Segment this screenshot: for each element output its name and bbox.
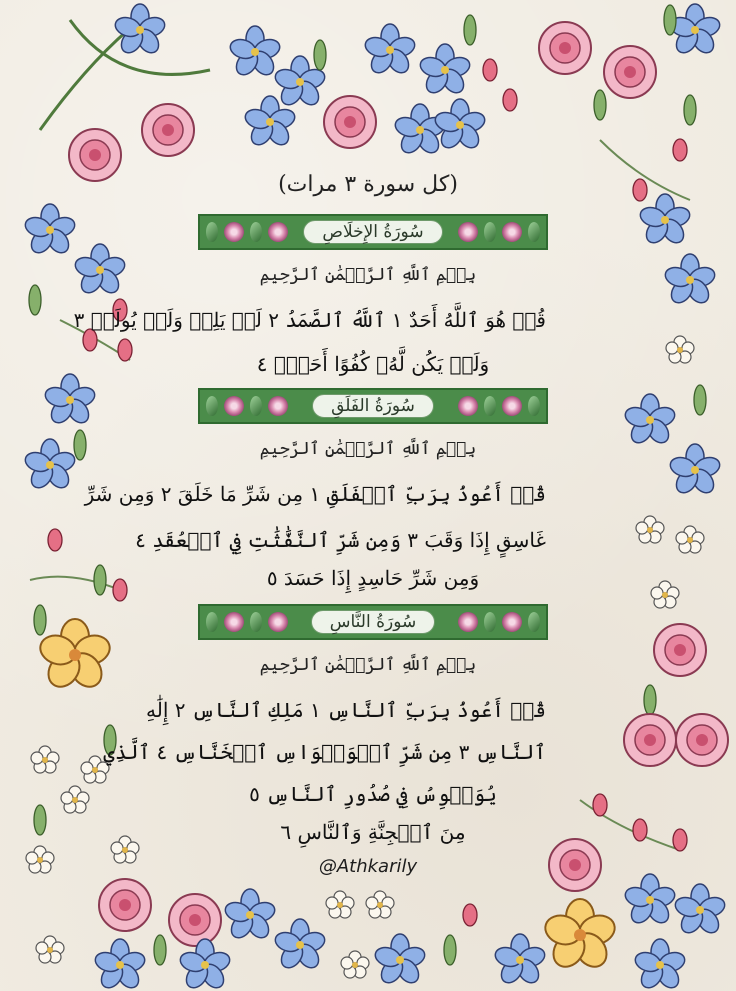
surah-title: سُورَةُ النَّاسِ bbox=[311, 610, 436, 634]
author-handle: @Athkarily bbox=[318, 856, 418, 877]
ayah-line: قُلۡ أَعُوذُ بِرَبِّ ٱلنَّاسِ ١ مَلِكِ ٱلنَّاسِ ٢ إِلَٰهِ bbox=[146, 698, 546, 722]
banner-ornament-left bbox=[206, 222, 288, 242]
ayah-line: مِنَ ٱلۡجِنَّةِ وَٱلنَّاسِ ٦ bbox=[280, 820, 466, 844]
banner-ornament-right bbox=[458, 222, 540, 242]
ayah-line: قُلۡ أَعُوذُ بِرَبِّ ٱلۡفَلَقِ ١ مِن شَرِّ مَا خَلَقَ ٢ وَمِن شَرِّ bbox=[84, 482, 546, 506]
surah-title-banner bbox=[198, 604, 548, 640]
basmala: بِسۡمِ ٱللَّهِ ٱلرَّحۡمَٰنِ ٱلرَّحِيمِ bbox=[259, 655, 477, 675]
basmala: بِسۡمِ ٱللَّهِ ٱلرَّحۡمَٰنِ ٱلرَّحِيمِ bbox=[259, 265, 477, 285]
ayah-line: ٱلنَّاسِ ٣ مِن شَرِّ ٱلۡوَسۡوَاسِ ٱلۡخَنَّاسِ ٤ ٱلَّذِي bbox=[103, 740, 546, 764]
surah-title-banner bbox=[198, 388, 548, 424]
ayah-line: وَمِن شَرِّ حَاسِدٍ إِذَا حَسَدَ ٥ bbox=[266, 566, 480, 590]
banner-ornament-right bbox=[458, 396, 540, 416]
banner-ornament-left bbox=[206, 396, 288, 416]
surah-title: سُورَةُ الفَلَقِ bbox=[312, 394, 434, 418]
surah-title: سُورَةُ الإِخلَاصِ bbox=[303, 220, 442, 244]
ayah-line: وَلَمۡ يَكُن لَّهُۥ كُفُوًا أَحَدُۢ ٤ bbox=[256, 352, 490, 376]
ayah-line: يُوَسۡوِسُ فِي صُدُورِ ٱلنَّاسِ ٥ bbox=[249, 782, 497, 806]
banner-ornament-right bbox=[458, 612, 540, 632]
banner-ornament-left bbox=[206, 612, 288, 632]
ayah-line: غَاسِقٍ إِذَا وَقَبَ ٣ وَمِن شَرِّ ٱلنَّفَّٰثَٰتِ فِي ٱلۡعُقَدِ ٤ bbox=[135, 528, 546, 552]
ayah-line: قُلۡ هُوَ ٱللَّهُ أَحَدٌ ١ ٱللَّهُ ٱلصَّمَدُ ٢ لَمۡ يَلِدۡ وَلَمۡ يُولَدۡ ٣ bbox=[73, 308, 546, 332]
recitation-instruction: (كل سورة ٣ مرات) bbox=[278, 172, 458, 197]
surah-title-banner bbox=[198, 214, 548, 250]
basmala: بِسۡمِ ٱللَّهِ ٱلرَّحۡمَٰنِ ٱلرَّحِيمِ bbox=[259, 439, 477, 459]
